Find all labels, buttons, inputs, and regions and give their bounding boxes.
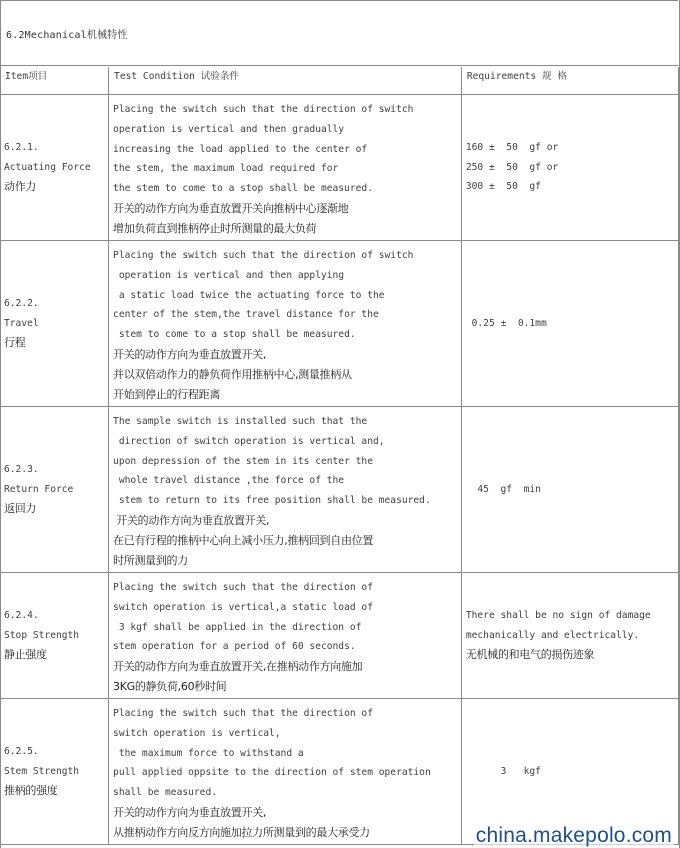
section-title: 6.2Mechanical机械特性 (6, 30, 128, 41)
requirement-cell (461, 407, 678, 573)
test-condition-text: 3KG的静负荷,60秒时间 (113, 679, 227, 693)
requirement-cell (461, 241, 678, 407)
test-condition-text: 开始到停止的行程距离 (113, 387, 221, 401)
requirement-text: 无机械的和电气的损伤迹象 (465, 648, 595, 662)
item-cell (0, 95, 109, 241)
requirement-text: mechanically and electrically. (465, 629, 640, 641)
test-condition-text: 开关的动作方向为垂直放置开关, (113, 347, 267, 361)
requirement-cell (461, 573, 678, 699)
test-condition-text: a static load twice the actuating force to the (113, 289, 385, 301)
item-text: 6.2.2. (4, 297, 39, 309)
item-text: 6.2.4. (4, 609, 39, 621)
test-condition-cell (109, 407, 462, 573)
item-text: 6.2.1. (4, 141, 39, 153)
test-condition-text: 3 kgf shall be applied in the direction of (113, 621, 362, 633)
requirement-text: 250 ± 50 gf or (465, 161, 559, 173)
test-condition-text: the stem to come to a stop shall be measured. (113, 183, 373, 195)
test-condition-text: 开关的动作方向为垂直放置开关, (113, 805, 267, 819)
item-cell (0, 407, 109, 573)
test-condition-text: switch operation is vertical, (113, 727, 281, 739)
test-condition-text: stem operation for a period of 60 seconds. (113, 641, 356, 653)
item-text: 推柄的强度 (4, 784, 58, 798)
test-condition-text: the stem, the maximum load required for (113, 163, 339, 175)
test-condition-cell (109, 95, 462, 241)
header-test-condition: Test Condition 试验条件 (109, 67, 462, 95)
test-condition-text: increasing the load applied to the center of (113, 143, 368, 155)
test-condition-text: switch operation is vertical,a static load of (113, 601, 373, 613)
item-text: 动作力 (4, 180, 37, 194)
item-cell (0, 241, 109, 407)
test-condition-text: 开关的动作方向为垂直放置开关,在推柄动作方向施加 (113, 660, 363, 674)
item-text: 返回力 (4, 502, 37, 516)
requirement-text: 0.25 ± 0.1mm (465, 317, 547, 329)
table-row (0, 407, 679, 573)
requirement-cell (461, 95, 678, 241)
test-condition-text: the maximum force to withstand a (113, 747, 304, 759)
requirement-text: There shall be no sign of damage (465, 609, 651, 621)
test-condition-cell (109, 573, 462, 699)
table-row (0, 699, 679, 845)
item-text: Travel (4, 317, 39, 329)
test-condition-text: 并以双倍动作力的静负荷作用推柄中心,测量推柄从 (113, 367, 352, 381)
test-condition-text: pull applied oppsite to the direction of stem operation (113, 767, 431, 779)
test-condition-cell (109, 241, 462, 407)
test-condition-text: 开关的动作方向为垂直放置开关向推柄中心逐渐地 (113, 201, 349, 215)
requirement-text: 300 ± 50 gf (465, 181, 541, 193)
test-condition-text: center of the stem,the travel distance for the (113, 309, 379, 321)
test-condition-cell (109, 699, 462, 845)
test-condition-text: Placing the switch such that the direction of switch (113, 104, 414, 115)
item-text: Stem Strength (4, 765, 80, 777)
test-condition-text: 时所测量到的力 (113, 553, 188, 567)
requirement-text: 160 ± 50 gf or (465, 141, 559, 153)
section-title-row (0, 0, 678, 66)
header-requirements: Requirements 规 格 (461, 67, 678, 95)
item-text: Stop Strength (4, 629, 80, 641)
table-row (0, 241, 679, 407)
item-text: Actuating Force (4, 161, 91, 173)
test-condition-text: shall be measured. (113, 787, 218, 799)
test-condition-text: whole travel distance ,the force of the (113, 475, 345, 487)
table-header-row (0, 67, 679, 95)
test-condition-text: stem to return to its free position shall be measured. (113, 495, 431, 507)
test-condition-text: Placing the switch such that the direction of (113, 582, 373, 593)
item-text: 6.2.5. (4, 745, 39, 757)
test-condition-text: 从推柄动作方向反方向施加拉力所测量到的最大承受力 (113, 825, 370, 839)
test-condition-text: direction of switch operation is vertical and, (113, 435, 385, 447)
test-condition-text: 增加负荷直到推柄停止时所测量的最大负荷 (113, 221, 317, 235)
test-condition-text: Placing the switch such that the direction of (113, 708, 373, 719)
item-text: Return Force (4, 483, 74, 495)
header-item: Item项目 (0, 67, 109, 95)
test-condition-text: Placing the switch such that the direction of switch (113, 250, 414, 261)
test-condition-text: 开关的动作方向为垂直放置开关, (113, 513, 270, 527)
requirement-text: 3 kgf (465, 765, 541, 777)
test-condition-text: stem to come to a stop shall be measured. (113, 329, 356, 341)
watermark: china.makepolo.com (475, 824, 672, 847)
test-condition-text: 在已有行程的推柄中心向上减小压力,推柄回到自由位置 (113, 533, 374, 547)
table-row (0, 573, 679, 699)
item-text: 静止强度 (4, 648, 47, 662)
item-text: 6.2.3. (4, 463, 39, 475)
requirement-text: 45 gf min (465, 483, 541, 495)
requirement-cell (461, 699, 678, 845)
item-cell (0, 573, 109, 699)
test-condition-text: operation is vertical and then applying (113, 269, 345, 281)
item-text: 行程 (4, 336, 26, 350)
test-condition-text: The sample switch is installed such that the (113, 416, 368, 427)
item-cell (0, 699, 109, 845)
test-condition-text: upon depression of the stem in its center the (113, 455, 373, 467)
table-row (0, 95, 679, 241)
spec-table (0, 67, 679, 845)
test-condition-text: operation is vertical and then gradually (113, 123, 345, 135)
